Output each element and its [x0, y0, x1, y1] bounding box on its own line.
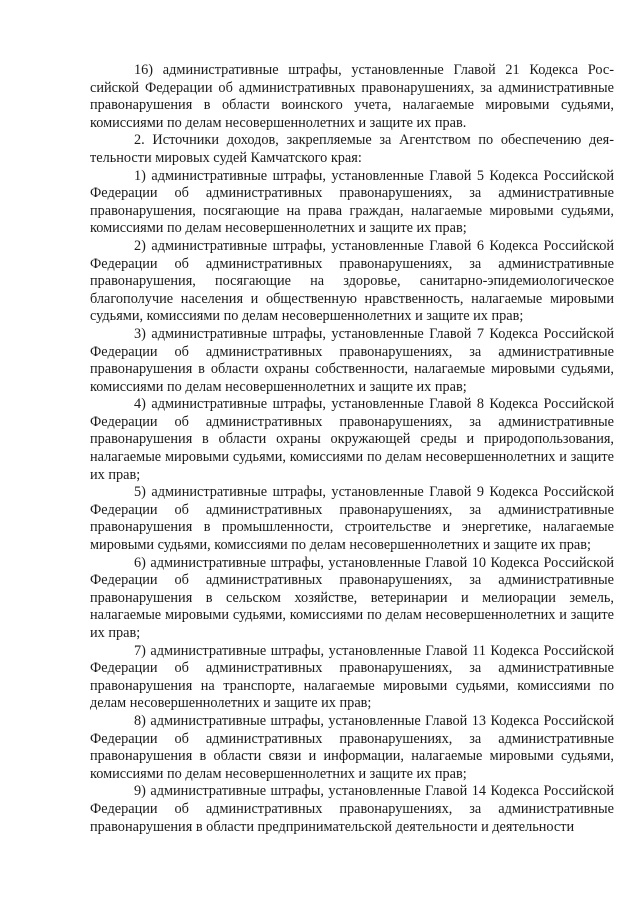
item-4-paragraph: 4) административные штрафы, установленные Главой 8 Кодекса Российской Федерации об административных правонарушениях, за административные правонарушения в области охраны окружающей среды и природопользования, налагаемые мировыми судьями, комиссиями по делам несовершеннолетних и защите их прав; [90, 396, 614, 483]
item-2-paragraph: 2) административные штрафы, установленные Главой 6 Кодекса Российской Федерации об административных правонарушениях, за административные правонарушения, посягающие на здоровье, санитарно-эпидемиологическое благополучие населения и общественную нравственность, налагаемые мировыми судьями, комиссиями по делам несовершеннолетних и защите их прав; [90, 237, 614, 325]
item-9-paragraph: 9) административные штрафы, установленные Главой 14 Кодекса Российской Федерации об административных правонарушениях, за административные правонарушения в области предпринимательской деятельности и деятельности [90, 783, 614, 835]
item-5-paragraph: 5) административные штрафы, установленные Главой 9 Кодекса Российской Федерации об административных правонарушениях, за административные правонарушения в промышленности, строительстве и энергетике, налагаемые мировыми судьями, комиссиями по делам несовершеннолетних и защите их прав; [90, 484, 614, 554]
item-16-paragraph: 16) административные штрафы, установленные Главой 21 Кодекса Российской Федерации об административных правонарушениях, за административные правонарушения в области воинского учета, налагаемые мировыми судьями, комиссиями по делам несовершеннолетних и защите их прав. [90, 62, 614, 131]
item-8-paragraph: 8) административные штрафы, установленные Главой 13 Кодекса Российской Федерации об административных правонарушениях, за административные правонарушения в области связи и информации, налагаемые мировыми судьями, комиссиями по делам несовершеннолетних и защите их прав; [90, 712, 614, 782]
item-7-paragraph: 7) административные штрафы, установленные Главой 11 Кодекса Российской Федерации об административных правонарушениях, за административные правонарушения на транспорте, налагаемые мировыми судьями, комиссиями по делам несовершеннолетних и защите их прав; [90, 642, 614, 712]
item-6-paragraph: 6) административные штрафы, установленные Главой 10 Кодекса Российской Федерации об административных правонарушениях, за административные правонарушения в сельском хозяйстве, ветеринарии и мелиорации земель, налагаемые мировыми судьями, комиссиями по делам несовершеннолетних и защите их прав; [90, 554, 614, 641]
item-1-paragraph: 1) административные штрафы, установленные Главой 5 Кодекса Российской Федерации об административных правонарушениях, за административные правонарушения, посягающие на права граждан, налагаемые мировыми судьями, комиссиями по делам несовершеннолетних и защите их прав; [90, 167, 614, 237]
item-3-paragraph: 3) административные штрафы, установленные Главой 7 Кодекса Российской Федерации об административных правонарушениях, за административные правонарушения в области охраны собственности, налагаемые мировыми судьями, комиссиями по делам несовершеннолетних и защите их прав; [90, 325, 614, 395]
section-2-heading-paragraph: 2. Источники доходов, закрепляемые за Агентством по обеспечению деятельности мировых судей Камчатского края: [90, 132, 614, 166]
